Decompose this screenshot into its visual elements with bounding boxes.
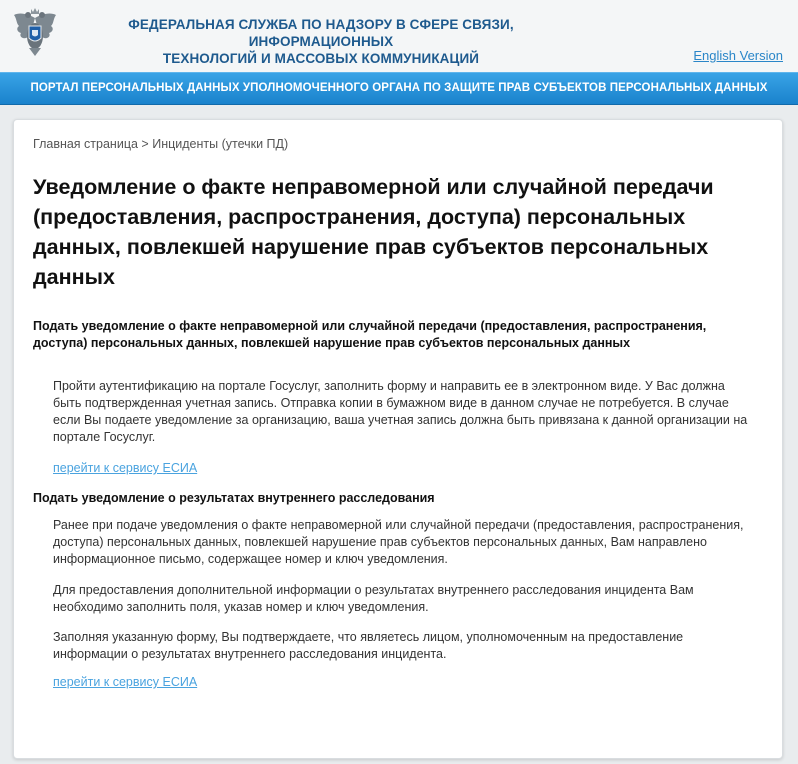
breadcrumb-current: Инциденты (утечки ПД)	[152, 137, 289, 151]
section2-text2: Для предоставления дополнительной информации о результатах внутреннего расследования инцидента Вам необходимо заполнить поля, указав номер и ключ уведомления.	[53, 583, 694, 614]
section2-text3: Заполняя указанную форму, Вы подтверждаете, что являетесь лицом, уполномоченным на предоставление информации о результатах внутреннего расследования инцидента.	[53, 630, 684, 661]
page-title: Уведомление о факте неправомерной или случайной передачи (предоставления, распространения, доступа) персональных данных, повлекшей нарушение прав субъектов персональных данных	[33, 175, 714, 289]
org-title	[86, 16, 556, 67]
portal-title: ПОРТАЛ ПЕРСОНАЛЬНЫХ ДАННЫХ УПОЛНОМОЧЕННОГО ОРГАНА ПО ЗАЩИТЕ ПРАВ СУБЪЕКТОВ ПЕРСОНАЛЬНЫХ ДАННЫХ	[30, 82, 768, 94]
breadcrumb	[33, 137, 288, 151]
site-header	[0, 0, 798, 72]
org-title-line2: ТЕХНОЛОГИЙ И МАССОВЫХ КОММУНИКАЦИЙ	[162, 51, 480, 66]
esia-service-link-1[interactable]: перейти к сервису ЕСИА	[53, 461, 198, 475]
section2-text1: Ранее при подаче уведомления о факте неправомерной или случайной передачи (предоставления, распространения, доступа) персональных данных, повлекшей нарушение прав субъектов персональных данных, Вам направлено информационное письмо, содержащее номер и ключ уведомления.	[53, 518, 744, 566]
esia-service-link-2[interactable]: перейти к сервису ЕСИА	[53, 675, 198, 689]
section2-heading: Подать уведомление о результатах внутреннего расследования	[33, 491, 435, 505]
breadcrumb-home-link[interactable]: Главная страница	[33, 137, 138, 151]
content-card	[13, 119, 783, 759]
section1-text: Пройти аутентификацию на портале Госуслуг, заполнить форму и направить ее в электронном виде. У Вас должна быть подтвержденная учетная запись. Отправка копии в бумажном виде в данном случае не потребуется. В случае если Вы подаете уведомление за организацию, ваша учетная запись должна быть привязана к данной организации на портале Госуслуг.	[53, 379, 748, 444]
double-headed-eagle-icon	[12, 6, 58, 58]
english-version-link[interactable]: English Version	[693, 48, 783, 63]
portal-title-bar	[0, 72, 798, 105]
breadcrumb-separator: >	[141, 137, 149, 151]
org-title-line1: ФЕДЕРАЛЬНАЯ СЛУЖБА ПО НАДЗОРУ В СФЕРЕ СВЯЗИ, ИНФОРМАЦИОННЫХ	[128, 17, 514, 49]
section1-heading: Подать уведомление о факте неправомерной или случайной передачи (предоставления, распространения, доступа) персональных данных, повлекшей нарушение прав субъектов персональных данных	[33, 319, 707, 350]
